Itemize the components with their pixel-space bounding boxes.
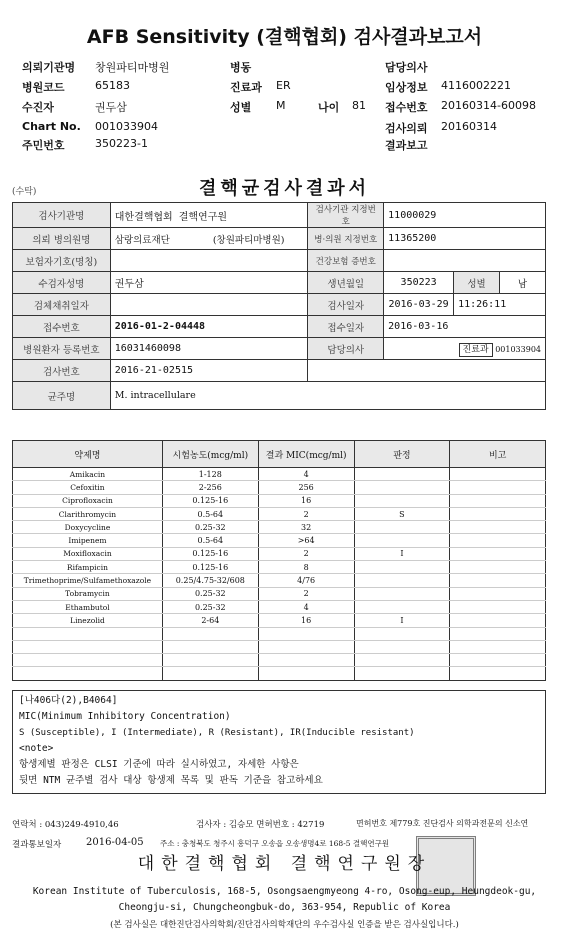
mic-col-header: 결과 MIC(mcg/ml) xyxy=(258,441,354,468)
interpretation-cell: I xyxy=(354,614,450,627)
specimen-date-label: 검체채취일자 xyxy=(13,294,111,316)
insurance-label: 보험자기호(명칭) xyxy=(13,250,111,272)
license-text: 면허번호 제779호 진단검사 의학과전문의 신소연 xyxy=(356,819,529,828)
req-hospital-cell xyxy=(110,228,308,250)
report-title: AFB Sensitivity (결핵협회) 검사결과보고서 xyxy=(86,26,483,48)
interpretation-cell xyxy=(354,587,450,600)
remark-cell xyxy=(450,640,546,653)
doctor-label: 담당의사 xyxy=(385,61,428,74)
interpretation-cell: S xyxy=(354,507,450,520)
scanned-report xyxy=(0,168,569,940)
interpretation-cell xyxy=(354,640,450,653)
mic-result-cell: 4 xyxy=(258,468,354,481)
clinical-info-label: 임상정보 xyxy=(385,81,428,94)
drug-name-cell: Rifampicin xyxy=(13,561,163,574)
interpretation-cell xyxy=(354,627,450,640)
drug-row xyxy=(13,494,546,507)
institute-korean-name: 대한결핵협회 결핵연구원장 xyxy=(137,854,432,874)
institute-english-address-2: Cheongju-si, Chungcheongbuk-do, 363-954, Republic of Korea xyxy=(118,902,451,913)
test-concentration-cell: 1-128 xyxy=(162,468,258,481)
mic-result-cell xyxy=(258,640,354,653)
attending-label: 담당의사 xyxy=(308,338,384,360)
drug-name-cell: Ethambutol xyxy=(13,600,163,613)
conc-col-header: 시험농도(mcg/ml) xyxy=(162,441,258,468)
test-concentration-cell: 0.25-32 xyxy=(162,600,258,613)
remark-cell xyxy=(450,494,546,507)
exam-institution-label: 검사기관명 xyxy=(13,203,111,228)
dept-value: 001033904 xyxy=(495,345,541,354)
remark-cell xyxy=(450,667,546,680)
drug-row xyxy=(13,600,546,613)
mic-result-cell: 4 xyxy=(258,600,354,613)
exam-institution-value: 대한결핵협회 결핵연구원 xyxy=(110,203,308,228)
patient-label: 수진자 xyxy=(22,101,54,114)
report-doc-title: 결핵균검사결과서 xyxy=(198,178,371,199)
drug-row xyxy=(13,561,546,574)
remark-cell xyxy=(450,574,546,587)
mic-result-cell: 2 xyxy=(258,547,354,560)
clinical-info-value: 4116002221 xyxy=(441,79,511,92)
drug-name-cell xyxy=(13,667,163,680)
notes-legend: S (Susceptible), I (Intermediate), R (Resistant), IR(Inducible resistant) xyxy=(19,728,415,738)
health-cert-value xyxy=(384,250,546,272)
drug-row xyxy=(13,587,546,600)
remark-cell xyxy=(450,654,546,667)
drug-name-cell: Tobramycin xyxy=(13,587,163,600)
organism-label: 균주명 xyxy=(13,382,111,410)
receipt-value: 20160314-60098 xyxy=(441,99,536,112)
test-concentration-cell: 0.25/4.75-32/608 xyxy=(162,574,258,587)
hospital-designation-label: 병·의원 지정번호 xyxy=(308,228,384,250)
notes-text-2: 뒷면 NTM 균주별 검사 대상 항생제 목록 및 판독 기준을 참고하세요 xyxy=(19,775,323,786)
drug-name-cell: Cefoxitin xyxy=(13,481,163,494)
drug-name-cell: Ciprofloxacin xyxy=(13,494,163,507)
chart-no-label: Chart No. xyxy=(22,120,81,133)
mic-result-cell xyxy=(258,654,354,667)
test-concentration-cell: 0.5-64 xyxy=(162,507,258,520)
mic-result-cell xyxy=(258,627,354,640)
interpretation-cell xyxy=(354,468,450,481)
hospital-code-value: 65183 xyxy=(95,79,130,92)
receipt-date-label: 접수일자 xyxy=(308,316,384,338)
receipt2-label: 접수번호 xyxy=(13,316,111,338)
test-concentration-cell: 2-64 xyxy=(162,614,258,627)
drug-name-cell: Doxycycline xyxy=(13,521,163,534)
receipt2-value: 2016-01-2-04448 xyxy=(110,316,308,338)
remark-cell xyxy=(450,587,546,600)
remark-cell xyxy=(450,534,546,547)
interpretation-cell: I xyxy=(354,547,450,560)
interpretation-cell xyxy=(354,667,450,680)
req-hospital-value: 삼랑의료재단 xyxy=(114,234,170,246)
institution-label: 의뢰기관명 xyxy=(22,61,76,74)
result-label: 결과보고 xyxy=(385,139,428,152)
test-concentration-cell: 0.5-64 xyxy=(162,534,258,547)
mic-result-cell xyxy=(258,667,354,680)
drug-row xyxy=(13,481,546,494)
drug-table-header-row xyxy=(13,441,546,468)
patient-name-label: 수검자성명 xyxy=(13,272,111,294)
drug-row xyxy=(13,534,546,547)
drug-name-cell xyxy=(13,640,163,653)
drug-name-cell: Linezolid xyxy=(13,614,163,627)
rrn-label: 주민번호 xyxy=(22,139,65,152)
interpretation-cell xyxy=(354,534,450,547)
report-date-label: 결과통보일자 xyxy=(12,840,62,850)
remark-cell xyxy=(450,481,546,494)
dob-value: 350223 xyxy=(384,272,454,294)
remark-cell xyxy=(450,600,546,613)
interpretation-cell xyxy=(354,600,450,613)
test-concentration-cell xyxy=(162,654,258,667)
drug-row xyxy=(13,468,546,481)
institute-english-address-1: Korean Institute of Tuberculosis, 168-5, Osongsaengmyeong 4-ro, Osong-eup, Heungdeok-gu, xyxy=(32,886,537,897)
organism-value: M. intracellulare xyxy=(110,382,545,410)
drug-name-cell: Clarithromycin xyxy=(13,507,163,520)
sex-value: M xyxy=(276,99,286,112)
remark-cell xyxy=(450,547,546,560)
remark-cell xyxy=(450,627,546,640)
reg-no-value: 16031460098 xyxy=(110,338,308,360)
receipt-label: 접수번호 xyxy=(385,101,428,114)
mic-result-cell: 4/76 xyxy=(258,574,354,587)
mic-result-cell: 32 xyxy=(258,521,354,534)
dob-label: 생년월일 xyxy=(308,272,384,294)
drug-row xyxy=(13,521,546,534)
test-concentration-cell: 0.125-16 xyxy=(162,494,258,507)
remark-cell xyxy=(450,561,546,574)
institution-value: 창원파티마병원 xyxy=(95,61,170,74)
rrn-value: 350223-1 xyxy=(95,137,148,150)
remark-col-header: 비고 xyxy=(450,441,546,468)
interpretation-cell xyxy=(354,494,450,507)
notes-note-tag: <note> xyxy=(19,743,54,754)
patient-info-table xyxy=(12,202,546,410)
receipt-date-value: 2016-03-16 xyxy=(384,316,546,338)
interp-col-header: 판정 xyxy=(354,441,450,468)
sex2-label: 성별 xyxy=(454,272,500,294)
exam-no-label: 검사번호 xyxy=(13,360,111,382)
drug-row xyxy=(13,574,546,587)
notes-box xyxy=(12,690,546,794)
health-cert-label: 건강보험 증번호 xyxy=(308,250,384,272)
drug-row xyxy=(13,547,546,560)
interpretation-cell xyxy=(354,561,450,574)
drug-name-cell: Amikacin xyxy=(13,468,163,481)
interpretation-cell xyxy=(354,481,450,494)
interpretation-cell xyxy=(354,521,450,534)
req-hospital-sub: (창원파티마병원) xyxy=(212,234,285,246)
interpretation-cell xyxy=(354,574,450,587)
consignment-label: (수탁) xyxy=(12,187,37,197)
hospital-designation-value: 11365200 xyxy=(384,228,546,250)
dept-label: 진료과 xyxy=(459,343,493,357)
test-concentration-cell: 0.125-16 xyxy=(162,547,258,560)
remark-cell xyxy=(450,468,546,481)
age-label: 나이 xyxy=(318,101,340,114)
req-hospital-label: 의뢰 병의원명 xyxy=(13,228,111,250)
mic-result-cell: 16 xyxy=(258,614,354,627)
exam-designation-label: 검사기관 지정번호 xyxy=(308,203,384,228)
remark-cell xyxy=(450,521,546,534)
dept-cell xyxy=(384,338,546,360)
drug-col-header: 약제명 xyxy=(13,441,163,468)
test-concentration-cell xyxy=(162,627,258,640)
drug-name-cell: Imipenem xyxy=(13,534,163,547)
drug-row xyxy=(13,654,546,667)
drug-name-cell: Moxifloxacin xyxy=(13,547,163,560)
department-value: ER xyxy=(276,79,291,92)
test-concentration-cell: 0.25-32 xyxy=(162,587,258,600)
notes-text-1: 항생제별 판정은 CLSI 기준에 따라 실시하였고, 자세한 사항은 xyxy=(19,759,299,770)
sex2-value: 남 xyxy=(500,272,546,294)
drug-name-cell xyxy=(13,654,163,667)
remark-cell xyxy=(450,614,546,627)
drug-susceptibility-table xyxy=(12,440,546,681)
exam-no-blank xyxy=(308,360,546,382)
drug-row xyxy=(13,614,546,627)
notes-mic-def: MIC(Minimum Inhibitory Concentration) xyxy=(19,711,231,722)
exam-designation-value: 11000029 xyxy=(384,203,546,228)
mic-result-cell: >64 xyxy=(258,534,354,547)
contact-text: 연락처 : 043)249-4910,46 xyxy=(12,820,119,830)
specimen-date-value xyxy=(110,294,308,316)
request-date-label: 검사의뢰 xyxy=(385,122,428,135)
exam-date-value: 2016-03-29 xyxy=(384,294,454,316)
address-text: 주소 : 충청북도 청주시 흥덕구 오송읍 오송생명4로 168-5 결핵연구원 xyxy=(160,839,390,848)
test-concentration-cell: 0.125-16 xyxy=(162,561,258,574)
drug-row xyxy=(13,627,546,640)
report-date-value: 2016-04-05 xyxy=(86,837,144,848)
interpretation-cell xyxy=(354,654,450,667)
exam-date-label: 검사일자 xyxy=(308,294,384,316)
test-concentration-cell xyxy=(162,667,258,680)
exam-no-value: 2016-21-02515 xyxy=(110,360,308,382)
mic-result-cell: 16 xyxy=(258,494,354,507)
notes-code: [나406다(2),B4064] xyxy=(19,695,118,706)
drug-name-cell: Trimethoprime/Sulfamethoxazole xyxy=(13,574,163,587)
ward-label: 병동 xyxy=(230,61,252,74)
test-concentration-cell xyxy=(162,640,258,653)
mic-result-cell: 8 xyxy=(258,561,354,574)
exam-time-value: 11:26:11 xyxy=(454,294,546,316)
drug-row xyxy=(13,640,546,653)
request-date-value: 20160314 xyxy=(441,120,497,133)
sex-label: 성별 xyxy=(230,101,252,114)
certification-note: (본 검사실은 대한진단검사의학회/진단검사의학재단의 우수검사실 인증을 받은 검사실입니다.) xyxy=(110,920,459,930)
mic-result-cell: 2 xyxy=(258,507,354,520)
test-concentration-cell: 2-256 xyxy=(162,481,258,494)
chart-no-value: 001033904 xyxy=(95,120,158,133)
remark-cell xyxy=(450,507,546,520)
mic-result-cell: 256 xyxy=(258,481,354,494)
department-label: 진료과 xyxy=(230,81,262,94)
drug-row xyxy=(13,667,546,680)
patient-name-value: 권두삼 xyxy=(110,272,308,294)
reg-no-label: 병원환자 등록번호 xyxy=(13,338,111,360)
insurance-value xyxy=(110,250,308,272)
mic-result-cell: 2 xyxy=(258,587,354,600)
age-value: 81 xyxy=(352,99,366,112)
hospital-code-label: 병원코드 xyxy=(22,81,65,94)
examiner-text: 검사자 : 김승모 면허번호 : 42719 xyxy=(196,820,325,830)
patient-value: 권두삼 xyxy=(95,101,127,114)
drug-row xyxy=(13,507,546,520)
drug-name-cell xyxy=(13,627,163,640)
test-concentration-cell: 0.25-32 xyxy=(162,521,258,534)
